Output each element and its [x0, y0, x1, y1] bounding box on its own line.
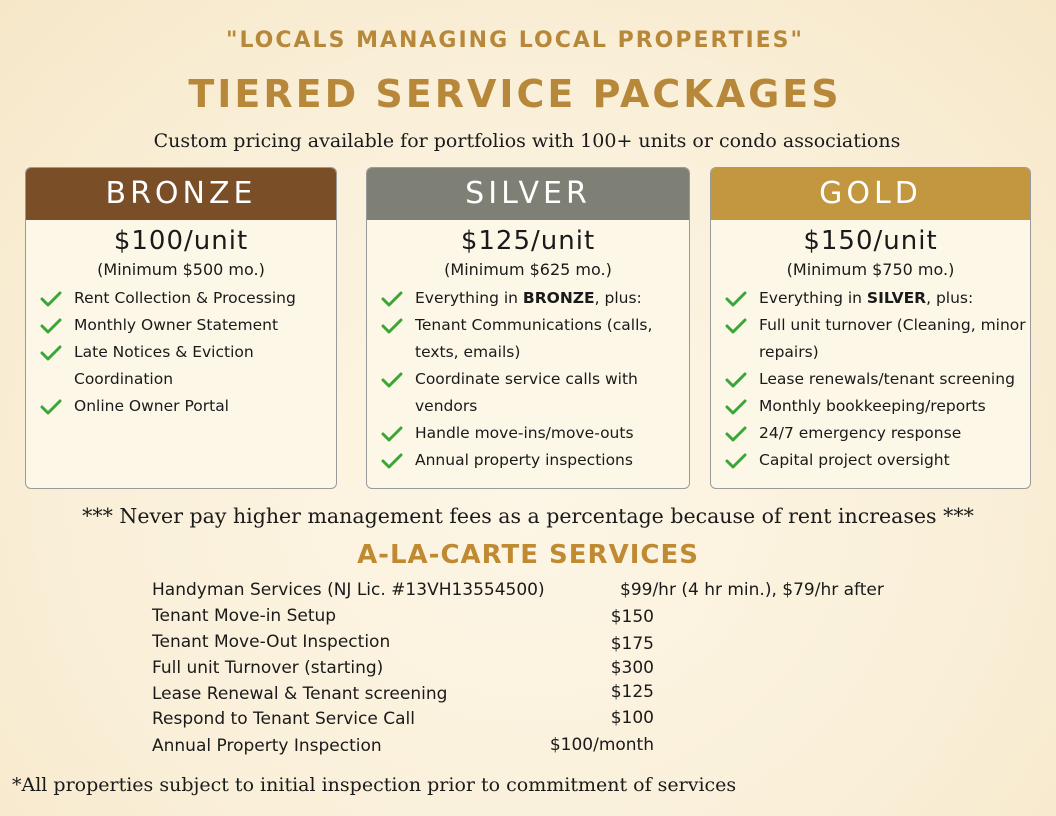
- service-price: $125: [610, 682, 654, 702]
- gold-tier-card: [710, 167, 1031, 489]
- checkmark-icon: [725, 291, 747, 307]
- feature-text: Coordinate service calls with vendors: [415, 370, 638, 415]
- feature-item: [379, 366, 689, 420]
- feature-list: [367, 285, 689, 474]
- feature-item: [379, 312, 689, 366]
- feature-text: Monthly bookkeeping/reports: [759, 397, 986, 415]
- feature-item: [723, 420, 1030, 447]
- service-name: Respond to Tenant Service Call: [152, 709, 415, 729]
- checkmark-icon: [725, 426, 747, 442]
- feature-item: [38, 339, 336, 393]
- tier-name: GOLD: [711, 168, 1030, 220]
- feature-text: Monthly Owner Statement: [74, 316, 279, 334]
- service-price: $100/month: [549, 735, 654, 755]
- feature-text-post: , plus:: [594, 289, 642, 307]
- checkmark-icon: [725, 318, 747, 334]
- feature-item: [38, 312, 336, 339]
- tier-price: $150/unit: [803, 226, 938, 256]
- feature-item: [723, 447, 1030, 474]
- checkmark-icon: [381, 291, 403, 307]
- service-name: Annual Property Inspection: [152, 736, 382, 756]
- service-price: $150: [610, 607, 654, 627]
- checkmark-icon: [725, 372, 747, 388]
- service-price: $99/hr (4 hr min.), $79/hr after: [620, 580, 884, 600]
- alacarte-title: A-LA-CARTE SERVICES: [357, 540, 699, 570]
- feature-text: Handle move-ins/move-outs: [415, 424, 634, 442]
- feature-text: Annual property inspections: [415, 451, 633, 469]
- tier-name: BRONZE: [26, 168, 336, 220]
- feature-text: Capital project oversight: [759, 451, 950, 469]
- tagline: "LOCALS MANAGING LOCAL PROPERTIES": [225, 28, 804, 53]
- service-price: $100: [610, 708, 654, 728]
- feature-item: [723, 366, 1030, 393]
- feature-item: [723, 312, 1030, 366]
- silver-tier-card: [366, 167, 690, 489]
- checkmark-icon: [381, 372, 403, 388]
- feature-item: [379, 420, 689, 447]
- tier-price: $125/unit: [460, 226, 596, 256]
- service-name: Tenant Move-in Setup: [152, 606, 337, 626]
- feature-text-bold: BRONZE: [522, 289, 595, 307]
- tier-minimum: (Minimum $750 mo.): [786, 260, 955, 279]
- feature-item: [38, 393, 336, 420]
- footnote: *All properties subject to initial inspection prior to commitment of services: [12, 774, 737, 796]
- service-name: Tenant Move-Out Inspection: [152, 632, 391, 652]
- feature-text: Full unit turnover (Cleaning, minor repairs): [759, 316, 1026, 361]
- checkmark-icon: [381, 318, 403, 334]
- feature-item: [723, 285, 1030, 312]
- checkmark-icon: [40, 291, 62, 307]
- feature-item: [38, 285, 336, 312]
- feature-list: [711, 285, 1030, 474]
- feature-text: Late Notices & Eviction Coordination: [74, 343, 254, 388]
- tier-name: SILVER: [367, 168, 689, 220]
- feature-text-pre: Everything in: [759, 289, 867, 307]
- feature-item: [723, 393, 1030, 420]
- feature-text: Tenant Communications (calls, texts, emails): [415, 316, 653, 361]
- feature-text-bold: SILVER: [866, 289, 927, 307]
- feature-text: Lease renewals/tenant screening: [759, 370, 1015, 388]
- tier-minimum: (Minimum $500 mo.): [97, 260, 265, 279]
- service-price: $300: [610, 658, 654, 678]
- checkmark-icon: [381, 426, 403, 442]
- fee-notice: *** Never pay higher management fees as a percentage because of rent increases ***: [82, 504, 974, 528]
- feature-item: [379, 447, 689, 474]
- feature-item: [379, 285, 689, 312]
- tier-minimum: (Minimum $625 mo.): [444, 260, 612, 279]
- feature-text: Online Owner Portal: [74, 397, 229, 415]
- checkmark-icon: [40, 318, 62, 334]
- bronze-tier-card: [25, 167, 337, 489]
- page-title: TIERED SERVICE PACKAGES: [188, 72, 842, 116]
- tier-price: $100/unit: [113, 226, 249, 256]
- checkmark-icon: [725, 399, 747, 415]
- checkmark-icon: [381, 453, 403, 469]
- checkmark-icon: [725, 453, 747, 469]
- service-name: Handyman Services (NJ Lic. #13VH13554500): [152, 580, 545, 600]
- service-price: $175: [610, 634, 654, 654]
- checkmark-icon: [40, 399, 62, 415]
- subtitle: Custom pricing available for portfolios with 100+ units or condo associations: [153, 130, 901, 152]
- feature-text-pre: Everything in: [415, 289, 523, 307]
- feature-list: [26, 285, 336, 420]
- feature-text-post: , plus:: [926, 289, 974, 307]
- feature-text: 24/7 emergency response: [759, 424, 962, 442]
- feature-text: Rent Collection & Processing: [74, 289, 296, 307]
- service-name: Full unit Turnover (starting): [152, 658, 384, 678]
- checkmark-icon: [40, 345, 62, 361]
- service-name: Lease Renewal & Tenant screening: [152, 684, 448, 704]
